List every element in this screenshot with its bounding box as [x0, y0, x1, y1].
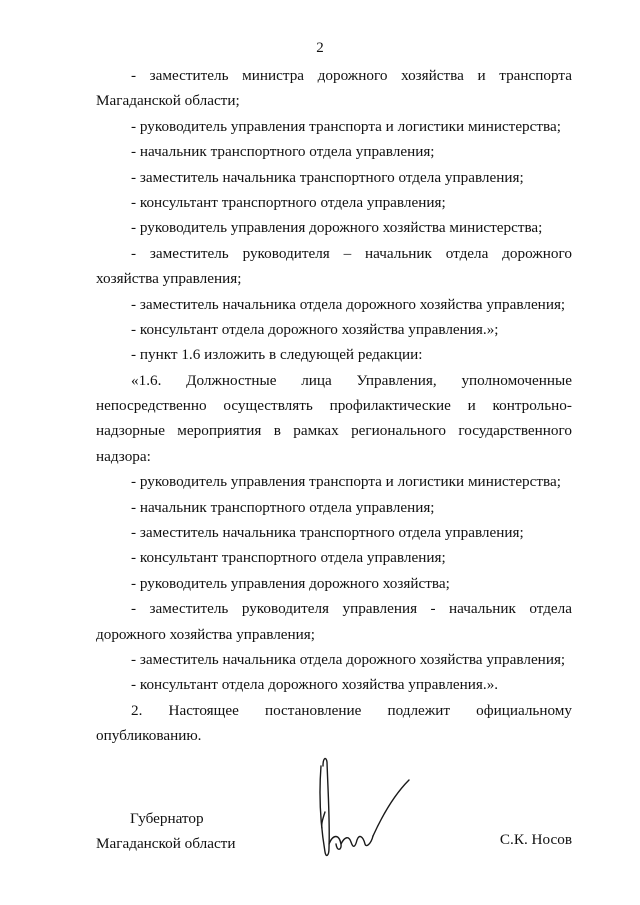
word: министра [242, 67, 305, 84]
text-line: - руководитель управления дорожного хозяйства; [131, 574, 450, 592]
word: дорожного [317, 67, 388, 84]
word: дорожного [502, 244, 572, 262]
word: транспорта [499, 67, 572, 84]
text-line: - руководитель управления транспорта и логистики министерства; [131, 117, 561, 135]
word: и [467, 397, 476, 415]
text-line: - начальник транспортного отдела управления; [131, 498, 435, 516]
text-line: надзора: [96, 447, 151, 465]
word: контрольно- [492, 397, 572, 415]
word: начальник [449, 600, 516, 618]
text-line [96, 698, 572, 723]
text-line: опубликованию. [96, 727, 202, 745]
word: начальник [365, 244, 432, 262]
word: подлежит [387, 701, 451, 719]
document-body [96, 63, 572, 749]
word: - [430, 600, 436, 618]
word: мероприятия [177, 422, 262, 440]
text-line: - заместитель начальника транспортного отдела управления; [131, 524, 524, 542]
text-line: дорожного хозяйства управления; [96, 625, 316, 643]
word: регионального [351, 422, 447, 440]
word: управления [342, 600, 418, 618]
word: уполномоченные [461, 371, 572, 389]
word: официальному [476, 701, 572, 719]
word: заместитель [149, 67, 229, 84]
text-line: - руководитель управления транспорта и логистики министерства; [131, 473, 561, 491]
text-line [96, 393, 572, 418]
word: и [477, 67, 486, 84]
word: осуществлять [223, 397, 313, 415]
text-line: - пункт 1.6 изложить в следующей редакции: [131, 346, 423, 364]
word: отдела [529, 600, 572, 618]
signatory-name: С.К. Носов [499, 831, 572, 848]
word: - [131, 600, 137, 618]
word: непосредственно [96, 397, 207, 415]
word: государственного [458, 422, 572, 440]
word: Управления, [356, 371, 437, 389]
text-line: Магаданской области; [96, 92, 240, 110]
word: - [131, 244, 137, 262]
signatory-title-line-2: Магаданской области [96, 835, 236, 852]
word: постановление [264, 701, 362, 719]
text-line [96, 418, 572, 443]
handwritten-signature [305, 752, 420, 862]
word: - [131, 67, 137, 84]
text-line: - заместитель начальника транспортного отдела управления; [131, 168, 524, 186]
word: лица [301, 371, 332, 389]
word: надзорные [96, 422, 165, 440]
text-line [96, 63, 572, 88]
word: 2. [131, 701, 143, 719]
word: Должностные [186, 371, 277, 389]
signatory-title-line-1: Губернатор [130, 810, 204, 827]
text-line: - руководитель управления дорожного хозяйства министерства; [131, 219, 543, 237]
text-line: - консультант транспортного отдела управления; [131, 193, 446, 211]
word: руководителя [242, 244, 330, 262]
text-line [96, 596, 572, 621]
word: отдела [445, 244, 489, 262]
text-line: - консультант отдела дорожного хозяйства управления.»; [131, 320, 499, 338]
text-line: хозяйства управления; [96, 270, 242, 288]
text-line: - заместитель начальника отдела дорожного хозяйства управления; [131, 650, 566, 668]
word: рамках [293, 422, 339, 440]
word: «1.6. [131, 371, 162, 389]
text-line [96, 368, 572, 393]
word: заместитель [149, 244, 229, 262]
text-line: - начальник транспортного отдела управления; [131, 143, 435, 161]
page-number: 2 [316, 40, 324, 56]
word: руководителя [241, 600, 330, 618]
text-line: - заместитель начальника отдела дорожного хозяйства управления; [131, 295, 566, 313]
text-line: - консультант транспортного отдела управления; [131, 549, 446, 567]
word: хозяйства [401, 67, 464, 84]
word: профилактические [329, 397, 451, 415]
word: в [273, 422, 281, 440]
signatory-title [96, 806, 235, 856]
text-line: - консультант отдела дорожного хозяйства управления.». [131, 676, 499, 694]
word: заместитель [149, 600, 229, 618]
word: Настоящее [168, 701, 239, 719]
text-line [96, 241, 572, 266]
word: – [343, 244, 352, 262]
